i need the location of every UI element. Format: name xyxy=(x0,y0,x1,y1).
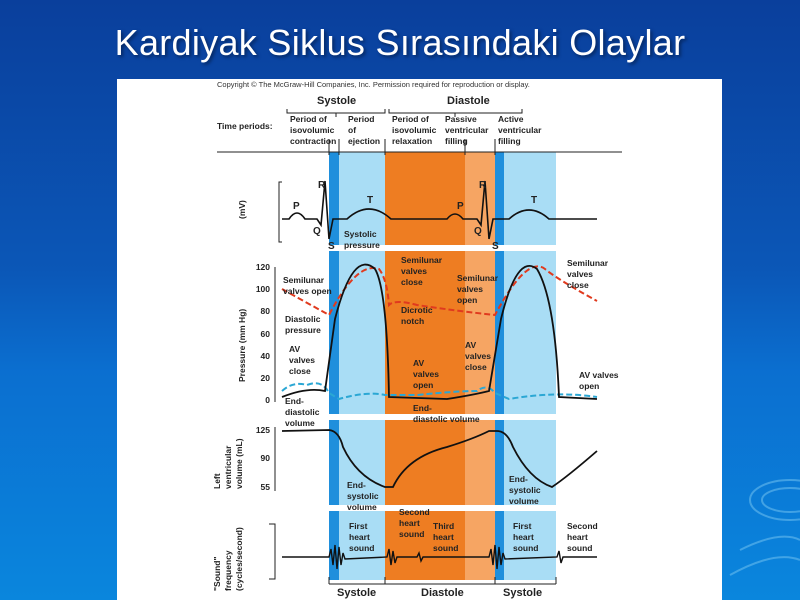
isovolumic-contraction-band-1 xyxy=(329,152,339,580)
pressure-axis-label: Pressure (mm Hg) xyxy=(237,308,247,382)
av-open-label-1: AV valves open xyxy=(413,358,439,390)
ejection-band-1 xyxy=(339,152,385,580)
ecg-r-wave-label-2: R xyxy=(479,180,487,191)
ecg-t-wave-label-2: T xyxy=(531,195,538,206)
av-close-label-2: AV valves close xyxy=(465,340,491,372)
second-heart-sound-label-1: Second heart sound xyxy=(399,507,430,539)
first-heart-sound-label-1: First heart sound xyxy=(349,521,375,553)
cardiac-cycle-figure xyxy=(117,79,722,600)
sound-axis-label: "Sound"frequency(cycles/second) xyxy=(212,527,244,591)
diastole-header: Diastole xyxy=(447,95,490,107)
pressure-tick-40: 40 xyxy=(260,351,270,361)
pressure-tick-80: 80 xyxy=(260,306,270,316)
pressure-tick-0: 0 xyxy=(265,395,270,405)
bottom-systole-label-2: Systole xyxy=(503,587,543,599)
ecg-t-wave-label: T xyxy=(367,195,374,206)
copyright-note: Copyright © The McGraw-Hill Companies, Inc. Permission required for reproduction or display. xyxy=(217,80,530,89)
second-heart-sound-label-2: Second heart sound xyxy=(567,521,598,553)
period-isovolumic-contraction: Period of isovolumic contraction xyxy=(290,114,337,146)
edv-label-left: End-diastolic volume xyxy=(285,396,320,428)
pressure-tick-60: 60 xyxy=(260,329,270,339)
volume-tick-90: 90 xyxy=(260,453,270,463)
first-heart-sound-label-2: First heart sound xyxy=(513,521,539,553)
period-active-filling: Active ventricular filling xyxy=(498,114,542,146)
semilunar-close-label-1: Semilunar valves close xyxy=(401,255,443,287)
semilunar-close-label-2: Semilunar valves close xyxy=(567,258,609,290)
av-close-label-1: AV valves close xyxy=(289,344,315,376)
time-periods-label: Time periods: xyxy=(217,121,273,131)
edv-label-mid: End-diastolic volume xyxy=(413,403,480,424)
period-passive-filling: Passive ventricular filling xyxy=(445,114,489,146)
ecg-s-wave-label-2: S xyxy=(492,241,499,252)
volume-tick-125: 125 xyxy=(255,425,270,435)
pressure-tick-20: 20 xyxy=(260,373,270,383)
bottom-systole-label-1: Systole xyxy=(337,587,377,599)
pressure-tick-120: 120 xyxy=(255,262,270,272)
time-period-labels xyxy=(290,114,544,146)
third-heart-sound-label: Third heart sound xyxy=(433,521,459,553)
ecg-q-wave-label: Q xyxy=(313,226,321,237)
ecg-q-wave-label-2: Q xyxy=(474,226,482,237)
ecg-r-wave-label: R xyxy=(318,180,326,191)
volume-axis-label: Leftventricularvolume (mL) xyxy=(212,438,244,489)
systolic-pressure-label: Systolic pressure xyxy=(344,229,380,250)
diastolic-pressure-label: Diastolic pressure xyxy=(285,314,321,335)
esv-label-2: End-systolic volume xyxy=(509,474,541,506)
esv-label-1: End-systolic volume xyxy=(347,480,379,512)
volume-tick-55: 55 xyxy=(260,482,270,492)
ecg-p-wave-label-2: P xyxy=(457,201,464,212)
isovolumic-contraction-band-2 xyxy=(495,152,504,580)
semilunar-open-label-1: Semilunar valves open xyxy=(283,275,332,296)
slide-title: Kardiyak Siklus Sırasındaki Olaylar xyxy=(114,22,686,63)
ecg-p-wave-label: P xyxy=(293,201,300,212)
pressure-tick-100: 100 xyxy=(255,284,270,294)
dicrotic-notch-label: Dicrotic notch xyxy=(401,305,433,326)
bottom-phase-bar xyxy=(329,577,556,599)
ecg-s-wave-label: S xyxy=(328,241,335,252)
bottom-diastole-label: Diastole xyxy=(421,587,464,599)
period-ejection: Period of ejection xyxy=(348,114,381,146)
av-open-label-2: AV valves open xyxy=(579,370,619,391)
semilunar-open-label-2: Semilunar valves open xyxy=(457,273,499,305)
period-isovolumic-relaxation: Period of isovolumic relaxation xyxy=(392,114,437,146)
systole-header: Systole xyxy=(317,95,357,107)
ecg-axis-label: (mV) xyxy=(237,200,247,219)
